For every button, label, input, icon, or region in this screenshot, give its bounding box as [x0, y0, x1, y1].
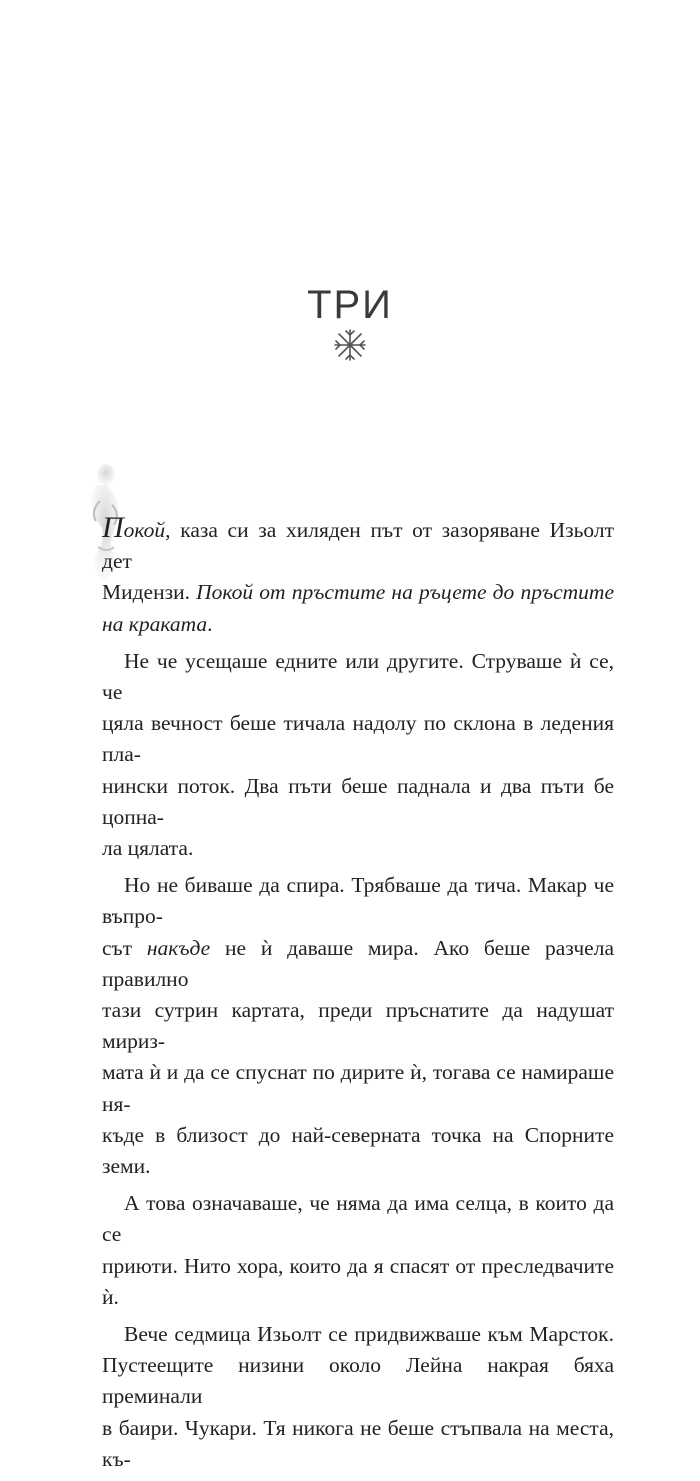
- text-segment: А това означаваше, че няма да има селца, в които да се: [102, 1191, 614, 1247]
- italic-text: накъде: [146, 935, 211, 960]
- paragraph: [102, 1188, 614, 1313]
- text-segment: ла цялата.: [102, 836, 194, 861]
- italic-text: Покой от пръстите на ръцете до пръстите: [196, 580, 615, 605]
- text-line: [102, 1319, 614, 1350]
- chapter-title: ТРИ: [307, 283, 393, 327]
- text-segment: приюти. Нито хора, които да я спасят от преследвачите ѝ.: [102, 1253, 614, 1309]
- italic-text: окой: [123, 518, 166, 542]
- paragraph: [102, 870, 614, 1182]
- italic-text: на краката: [102, 611, 208, 636]
- text-line: [102, 708, 614, 770]
- text-segment: , каза си за хиляден път от зазоряване Изьолт дет: [102, 518, 614, 574]
- text-segment: тази сутрин картата, преди пръснатите да надушат мириз-: [102, 998, 614, 1054]
- body-text: [102, 513, 614, 1481]
- text-segment: мата ѝ и да се спуснат по дирите ѝ, тогава се намираше ня-: [102, 1060, 614, 1116]
- text-line: [102, 1188, 614, 1250]
- text-segment: не ѝ даваше мира. Ако беше разчела правилно: [102, 935, 614, 991]
- text-line: [102, 870, 614, 932]
- text-segment: къде в близост до най-северната точка на Спорните земи.: [102, 1122, 614, 1179]
- text-segment: сът: [102, 935, 147, 960]
- paragraph: [102, 513, 614, 640]
- text-segment: цяла вечност беше тичала надолу по склона в ледения пла-: [102, 711, 614, 767]
- text-line: [102, 833, 614, 864]
- text-line: [102, 609, 614, 640]
- text-line: [102, 1413, 614, 1475]
- text-line: [102, 1057, 614, 1119]
- text-line: [102, 933, 614, 995]
- text-segment: Не че усещаше едните или другите. Струваше ѝ се, че: [102, 648, 614, 705]
- text-line: [102, 1120, 614, 1182]
- text-segment: .: [207, 611, 213, 636]
- paragraph: [102, 646, 614, 864]
- text-line: [102, 1251, 614, 1313]
- text-line: [102, 1350, 614, 1412]
- text-segment: Мидензи.: [102, 580, 197, 605]
- text-segment: Но не биваше да спира. Трябваше да тича. Макар че въпро-: [102, 873, 614, 929]
- text-line: [102, 995, 614, 1057]
- text-segment: Вече седмица Изьолт се придвижваше към Марсток.: [124, 1322, 614, 1347]
- text-segment: в баири. Чукари. Тя никога не беше стъпвала на места, къ-: [102, 1415, 614, 1471]
- text-line: [102, 771, 614, 833]
- snowflake-star-icon: [332, 327, 368, 363]
- text-line: [102, 577, 614, 608]
- drop-cap: П: [102, 511, 124, 544]
- paragraph: [102, 1319, 614, 1475]
- text-line: [102, 646, 614, 708]
- text-line: [102, 513, 614, 577]
- text-segment: Пустеещите низини около Лейна накрая бяха преминали: [102, 1353, 614, 1409]
- text-segment: нински поток. Два пъти беше паднала и два пъти бе цопна-: [102, 773, 614, 829]
